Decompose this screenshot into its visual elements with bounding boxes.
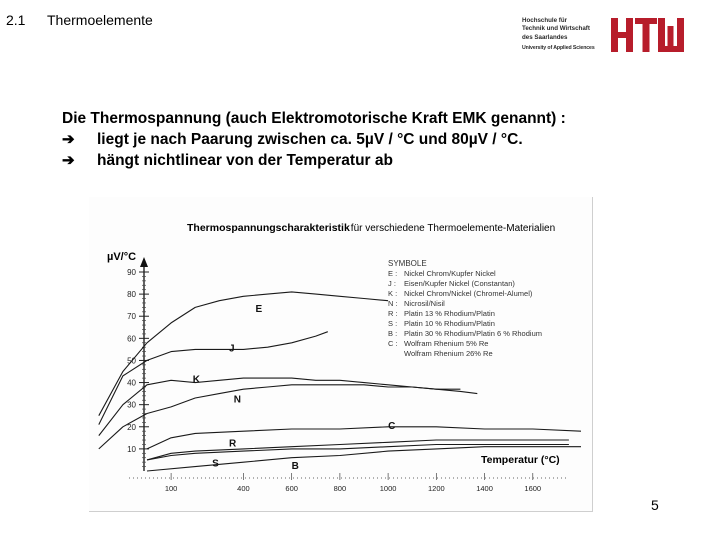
x-tick-label: 1200 xyxy=(427,484,445,493)
y-tick-label: 10 xyxy=(127,444,136,454)
legend-code-C: C : xyxy=(388,339,398,348)
bullet-nonlinear-text: hängt nichtlinear von der Temperatur ab xyxy=(97,152,393,169)
y-axis-label: µV/°C xyxy=(107,251,137,263)
legend-title: SYMBOLE xyxy=(388,259,427,268)
thermo-chart xyxy=(89,197,593,512)
legend-code-E: E : xyxy=(388,269,398,278)
logo-line-2: Technik und Wirtschaft xyxy=(522,25,590,33)
y-tick-label: 40 xyxy=(127,378,136,388)
legend-code-R: R : xyxy=(388,309,398,318)
x-tick-label: 400 xyxy=(237,484,250,493)
bullet-range xyxy=(62,129,566,150)
legend-code-N: N : xyxy=(388,299,398,308)
x-tick-label: 600 xyxy=(285,484,298,493)
series-line-N xyxy=(99,385,461,449)
legend-code-K: K : xyxy=(388,289,398,298)
bullet-nonlinear xyxy=(62,150,566,171)
x-tick-label: 1400 xyxy=(476,484,493,493)
legend-item: Wolfram Rhenium 26% Re xyxy=(404,349,493,358)
x-tick-label: 1000 xyxy=(379,484,397,493)
chart-legend xyxy=(388,259,542,358)
chart-title-bold: Thermospannungscharakteristik xyxy=(187,222,350,234)
legend-item: Nickel Chrom/Nickel (Chromel-Alumel) xyxy=(404,289,533,298)
series-label-S: S xyxy=(212,458,219,470)
x-axis-label: Temperatur (°C) xyxy=(481,454,560,466)
y-tick-label: 20 xyxy=(127,422,136,432)
htw-logo-mark xyxy=(611,18,689,52)
bullet-range-text: liegt je nach Paarung zwischen ca. 5µV / °C und 80µV / °C. xyxy=(97,131,523,148)
series-label-C: C xyxy=(388,420,396,432)
x-tick-label: 1600 xyxy=(524,484,542,493)
arrow-right-icon: ➔ xyxy=(62,152,75,169)
y-tick-label: 90 xyxy=(127,268,136,277)
legend-item: Platin 30 % Rhodium/Platin 6 % Rhodium xyxy=(404,329,542,338)
intro-text xyxy=(62,108,566,171)
y-tick-label: 50 xyxy=(127,356,136,366)
logo-line-1: Hochschule für xyxy=(522,17,568,24)
x-tick-label: 100 xyxy=(164,484,178,493)
intro-heading: Die Thermospannung (auch Elektromotorische Kraft EMK genannt) : xyxy=(62,110,566,127)
logo-line-3: des Saarlandes xyxy=(522,33,568,41)
university-logo-text xyxy=(522,17,598,53)
y-tick-label: 60 xyxy=(127,334,136,344)
legend-item: Platin 13 % Rhodium/Platin xyxy=(404,309,495,318)
section-number: 2.1 xyxy=(6,12,26,28)
y-axis-arrow xyxy=(140,257,148,267)
legend-code-J: J : xyxy=(388,279,396,288)
legend-item: Nickel Chrom/Kupfer Nickel xyxy=(404,269,496,278)
section-title: Thermoelemente xyxy=(47,12,153,28)
series-label-R: R xyxy=(228,438,237,450)
y-tick-label: 70 xyxy=(127,312,136,322)
arrow-right-icon: ➔ xyxy=(62,131,75,148)
series-line-E xyxy=(99,292,388,416)
x-tick-label: 800 xyxy=(333,484,347,493)
legend-item: Wolfram Rhenium 5% Re xyxy=(404,339,489,348)
logo-university-line: University of Applied Sciences xyxy=(522,45,595,52)
legend-code-B: B : xyxy=(388,329,398,338)
series-label-K: K xyxy=(192,374,201,386)
legend-item: Platin 10 % Rhodium/Platin xyxy=(404,319,495,328)
chart-title-rest: für verschiedene Thermoelemente-Materialien xyxy=(350,223,556,234)
legend-code-S: S : xyxy=(388,319,398,328)
thermo-chart-svg xyxy=(89,197,592,511)
y-tick-label: 30 xyxy=(127,400,136,410)
series-label-N: N xyxy=(233,394,242,406)
series-label-E: E xyxy=(255,303,263,315)
series-label-J: J xyxy=(228,343,235,355)
series-line-C xyxy=(147,427,581,449)
series-label-B: B xyxy=(291,460,299,472)
legend-item: Nicrosil/Nisil xyxy=(404,299,445,308)
page-number: 5 xyxy=(651,497,659,513)
y-tick-label: 80 xyxy=(127,290,136,300)
legend-item: Eisen/Kupfer Nickel (Constantan) xyxy=(404,279,515,288)
